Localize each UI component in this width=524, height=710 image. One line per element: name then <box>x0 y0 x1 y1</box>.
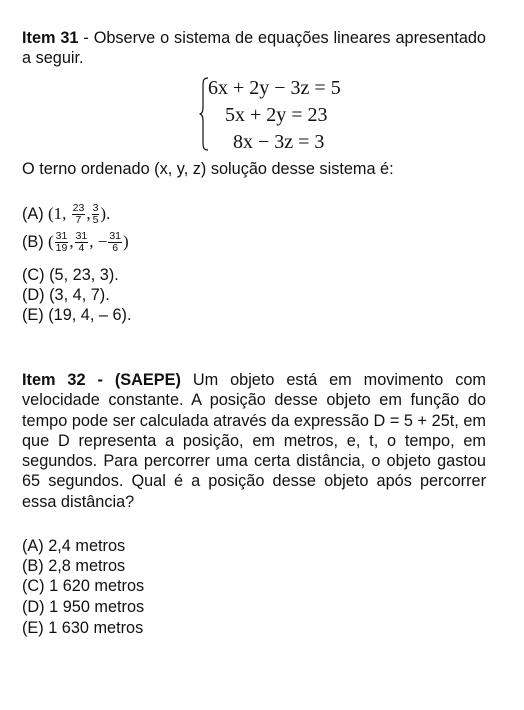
option-close: ). <box>100 203 111 223</box>
fraction-denominator: 5 <box>92 214 99 226</box>
item-32-option-e[interactable]: (E) 1 630 metros <box>22 619 144 637</box>
item-32-option-d[interactable]: (D) 1 950 metros <box>22 598 145 616</box>
item-31-title: Item 31 <box>22 29 79 47</box>
equation-system <box>199 77 399 155</box>
option-letter: (A) <box>22 204 44 223</box>
item-31-statement <box>22 28 486 69</box>
fraction <box>55 231 69 254</box>
option-open: (1, <box>43 203 71 223</box>
fraction <box>75 231 89 254</box>
fraction-denominator: 19 <box>55 242 68 254</box>
fraction <box>72 203 86 226</box>
fraction-numerator: 23 <box>72 202 85 214</box>
item-31-option-d[interactable]: (D) (3, 4, 7). <box>22 286 110 304</box>
item-31-option-b[interactable] <box>22 231 129 254</box>
fraction-numerator: 31 <box>109 230 122 242</box>
fraction <box>92 203 100 226</box>
item-31-option-c[interactable]: (C) (5, 23, 3). <box>22 266 119 284</box>
fraction-numerator: 3 <box>92 202 99 214</box>
item-31-intro-text: - Observe o sistema de equações lineares apresentado a seguir. <box>22 29 486 68</box>
equation-2: 5x + 2y = 23 <box>225 104 328 126</box>
option-separator: , <box>69 231 74 251</box>
fraction-denominator: 7 <box>75 214 82 226</box>
fraction-numerator: 31 <box>75 230 88 242</box>
item-31-option-e[interactable]: (E) (19, 4, – 6). <box>22 306 132 324</box>
option-open: ( <box>43 231 54 251</box>
fraction-denominator: 6 <box>112 242 119 254</box>
option-letter: (B) <box>22 232 44 251</box>
item-31-option-a[interactable] <box>22 203 110 226</box>
fraction-denominator: 4 <box>78 242 85 254</box>
option-separator: , <box>86 203 91 223</box>
equation-1: 6x + 2y − 3z = 5 <box>208 77 341 99</box>
item-32-statement <box>22 370 486 512</box>
item-32-option-a[interactable]: (A) 2,4 metros <box>22 537 126 555</box>
item-32-option-b[interactable]: (B) 2,8 metros <box>22 557 126 575</box>
item-32-title: Item 32 - (SAEPE) <box>22 371 181 389</box>
fraction <box>108 231 122 254</box>
fraction-numerator: 31 <box>55 230 68 242</box>
equation-3: 8x − 3z = 3 <box>233 131 325 153</box>
item-31-prompt: O terno ordenado (x, y, z) solução desse sistema é: <box>22 160 394 178</box>
option-separator: , − <box>89 231 108 251</box>
item-32-body-text: Um objeto está em movimento com velocidade constante. A posição desse objeto em função do tempo pode ser calculada através da expressão D = 5 + 25t, em que D representa a posição, em metros, e, t, o tempo, em segundos. Para percorrer uma certa distância, o objeto gastou 65 segundos. Qual é a posição desse objeto após percorrer essa distância? <box>22 371 486 511</box>
item-32-option-c[interactable]: (C) 1 620 metros <box>22 577 145 595</box>
option-close: ) <box>123 231 129 251</box>
